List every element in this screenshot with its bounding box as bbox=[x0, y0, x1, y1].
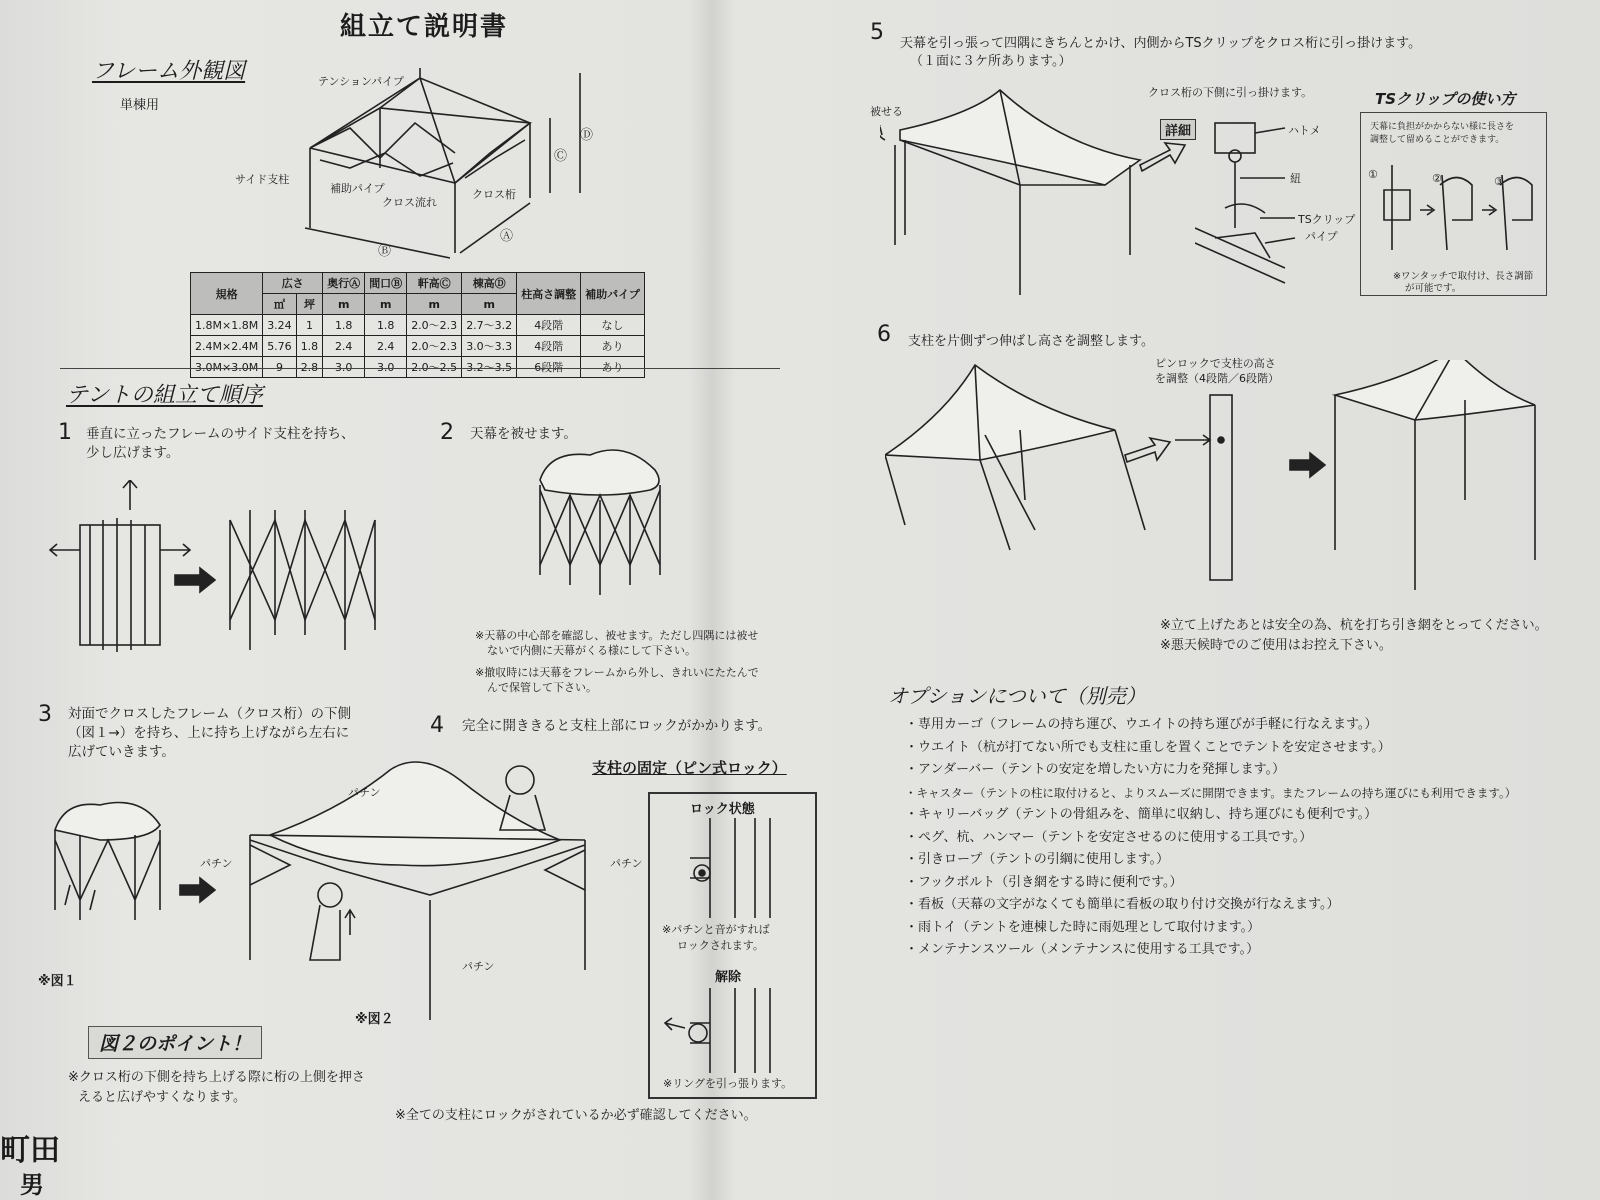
label-B: Ⓑ bbox=[378, 244, 392, 259]
th-sqm: ㎡ bbox=[263, 294, 297, 315]
list-item: ・ウエイト（杭が打てない所でも支柱に重しを置くことでテントを安定させます。） bbox=[905, 739, 1391, 755]
frame-heading: フレーム外観図 bbox=[92, 59, 246, 84]
lock-note1a: ※パチンと音がすれば bbox=[662, 923, 770, 936]
cell: あり bbox=[581, 336, 645, 357]
spec-header-row bbox=[191, 273, 645, 294]
step5-text-line1: 天幕を引っ張って四隅にきちんとかけ、内側からTSクリップをクロス桁に引っ掛けます。 bbox=[900, 36, 1422, 51]
step5-number: 5 bbox=[870, 20, 884, 45]
cell: 3.24 bbox=[263, 315, 297, 336]
list-item: ・看板（天幕の文字がなくても簡単に看板の取り付け交換が行なえます。） bbox=[905, 897, 1340, 912]
label-side-pillar: サイド支柱 bbox=[235, 173, 290, 186]
frame-diagram bbox=[225, 68, 605, 268]
cell: 2.0〜2.3 bbox=[407, 315, 462, 336]
detail-label: 詳細 bbox=[1160, 119, 1196, 140]
step2-note2a: ※撤収時には天幕をフレームから外し、きれいにたたんで bbox=[475, 666, 759, 679]
step3-text-line3: 広げていきます。 bbox=[68, 744, 175, 760]
cell: 2.0〜2.5 bbox=[407, 357, 462, 378]
step4-number: 4 bbox=[430, 713, 444, 738]
lock-state-label: ロック状態 bbox=[690, 802, 755, 817]
pinlock-line1: ピンロックで支柱の高さ bbox=[1155, 357, 1276, 370]
onetouch-line2: が可能です。 bbox=[1405, 283, 1462, 294]
step3-text-line2: （図１→）を持ち、上に持ち上げながら左右に bbox=[68, 725, 350, 741]
label-aux-pipe: 補助パイプ bbox=[330, 182, 385, 195]
th-area: 広さ bbox=[263, 273, 323, 294]
howto-text2: 調整して留めることができます。 bbox=[1370, 135, 1505, 145]
hatome-label: ハトメ bbox=[1288, 124, 1321, 137]
th-adjust: 柱高さ調整 bbox=[517, 273, 581, 315]
cell: 2.8 bbox=[296, 357, 323, 378]
under-label: クロス桁の下側に引っ掛けます。 bbox=[1148, 86, 1313, 99]
label-D: Ⓓ bbox=[580, 128, 594, 143]
cell: なし bbox=[581, 315, 645, 336]
label-A: Ⓐ bbox=[500, 229, 514, 244]
page-title: 組立て説明書 bbox=[340, 12, 509, 42]
howto-n3: ③ bbox=[1494, 175, 1504, 188]
howto-text1: 天幕に負担がかからない様に長さを bbox=[1370, 122, 1515, 132]
step5-tent-illustration bbox=[880, 85, 1200, 305]
step5-text-line2: （１面に３ケ所あります。） bbox=[910, 54, 1072, 69]
step2-number: 2 bbox=[440, 420, 454, 445]
lock-note1b: ロックされます。 bbox=[677, 939, 764, 952]
cell: 9 bbox=[263, 357, 297, 378]
fig1-label: ※図１ bbox=[38, 974, 77, 989]
cell: 1.8 bbox=[296, 336, 323, 357]
himo-label: 紐 bbox=[1290, 172, 1301, 185]
th-aux: 補助パイプ bbox=[581, 273, 645, 315]
list-item: ・フックボルト（引き網をする時に便利です。） bbox=[905, 874, 1183, 890]
step6-note2: ※悪天候時でのご使用はお控え下さい。 bbox=[1160, 638, 1392, 653]
list-item: ・キャスター（テントの柱に取付けると、よりスムーズに開閉できます。またフレームの持ち運びにも利用できます。） bbox=[905, 785, 1517, 800]
label-cross-flow: クロス流れ bbox=[382, 196, 437, 209]
cell: 1.8M×1.8M bbox=[191, 315, 263, 336]
options-list bbox=[905, 714, 1516, 962]
cell: 2.0〜2.3 bbox=[407, 336, 462, 357]
step6-number: 6 bbox=[877, 322, 891, 347]
howto-n2: ② bbox=[1432, 172, 1442, 185]
step4-text: 完全に開ききると支柱上部にロックがかかります。 bbox=[462, 718, 772, 734]
tsclip-label: TSクリップ bbox=[1298, 213, 1356, 226]
cell: 6段階 bbox=[517, 357, 581, 378]
label-C: Ⓒ bbox=[554, 149, 568, 164]
step3-4-illustration bbox=[40, 760, 620, 1050]
th-spec: 規格 bbox=[191, 273, 263, 315]
step2-note2b: んで保管して下さい。 bbox=[487, 681, 597, 694]
onetouch-line1: ※ワンタッチで取付け、長さ調節 bbox=[1393, 271, 1534, 282]
table-row bbox=[191, 336, 645, 357]
step1-text-line2: 少し広げます。 bbox=[86, 445, 180, 461]
list-item: ・引きロープ（テントの引綱に使用します。） bbox=[905, 852, 1170, 867]
th-width: 間口Ⓑ bbox=[365, 273, 407, 294]
table-row bbox=[191, 315, 645, 336]
list-item: ・キャリーバッグ（テントの骨組みを、簡単に収納し、持ち運びにも便利です。） bbox=[905, 807, 1378, 822]
pachin-label-3: パチン bbox=[610, 857, 643, 870]
step1-number: 1 bbox=[58, 420, 72, 445]
stamp-line2: 男 bbox=[20, 1170, 44, 1199]
step3-number: 3 bbox=[38, 702, 52, 727]
clip-detail-illustration bbox=[1195, 118, 1345, 293]
step3-text-line1: 対面でクロスしたフレーム（クロス桁）の下側 bbox=[68, 706, 351, 722]
bottom-note: ※全ての支柱にロックがされているか必ず確認してください。 bbox=[395, 1108, 757, 1123]
cell: 1.8 bbox=[323, 315, 365, 336]
list-item: ・雨トイ（テントを連棟した時に雨処理として取付けます。） bbox=[905, 919, 1261, 935]
pachin-label-2: パチン bbox=[200, 857, 233, 870]
assembly-heading: テントの組立て順序 bbox=[66, 383, 263, 408]
label-cross-beam: クロス桁 bbox=[472, 188, 516, 201]
cell: 3.0〜3.3 bbox=[462, 336, 517, 357]
th-eave: 軒高Ⓒ bbox=[407, 273, 462, 294]
table-row bbox=[191, 357, 645, 378]
cell: 2.4 bbox=[365, 336, 407, 357]
release-label: 解除 bbox=[715, 970, 742, 985]
cell: 2.4M×2.4M bbox=[191, 336, 263, 357]
list-item: ・専用カーゴ（フレームの持ち運び、ウエイトの持ち運びが手軽に行なえます。） bbox=[905, 717, 1378, 732]
stamp-line1: 町田 bbox=[0, 1133, 60, 1168]
point-heading: 図２のポイント！ bbox=[88, 1026, 262, 1059]
cell: 3.2〜3.5 bbox=[462, 357, 517, 378]
cell: 3.0 bbox=[365, 357, 407, 378]
cell: 2.4 bbox=[323, 336, 365, 357]
cell: 4段階 bbox=[517, 315, 581, 336]
th-ridge: 棟高Ⓓ bbox=[462, 273, 517, 294]
cell: 5.76 bbox=[263, 336, 297, 357]
point-text-line1: ※クロス桁の下側を持ち上げる際に桁の上側を押さ bbox=[68, 1070, 365, 1085]
step2-note1a: ※天幕の中心部を確認し、被せます。ただし四隅には被せ bbox=[475, 629, 759, 642]
cell: 2.7〜3.2 bbox=[462, 315, 517, 336]
pachin-label-1: パチン bbox=[348, 786, 381, 799]
cover-label: 被せる bbox=[870, 105, 903, 118]
howto-heading: TSクリップの使い方 bbox=[1375, 90, 1516, 108]
step6-text: 支柱を片側ずつ伸ばし高さを調整します。 bbox=[908, 334, 1154, 349]
pipe-label: パイプ bbox=[1305, 230, 1338, 243]
step6-illustration bbox=[885, 360, 1565, 600]
cell: 1 bbox=[296, 315, 323, 336]
list-item: ・メンテナンスツール（メンテナンスに使用する工具です。） bbox=[905, 942, 1260, 957]
step6-note1: ※立て上げたあとは安全の為、杭を打ち引き網をとってください。 bbox=[1160, 618, 1548, 633]
th-depth: 奥行Ⓐ bbox=[323, 273, 365, 294]
release-illustration bbox=[660, 988, 800, 1073]
pinlock-line2: を調整（4段階／6段階） bbox=[1155, 372, 1279, 385]
step2-illustration bbox=[530, 445, 680, 605]
pachin-label-4: パチン bbox=[462, 960, 495, 973]
cell: 3.0 bbox=[323, 357, 365, 378]
th-tsubo: 坪 bbox=[296, 294, 323, 315]
step1-text-line1: 垂直に立ったフレームのサイド支柱を持ち、 bbox=[86, 426, 355, 442]
step1-illustration bbox=[45, 480, 405, 670]
spec-table bbox=[190, 272, 645, 378]
options-heading: オプションについて（別売） bbox=[888, 684, 1146, 708]
cell: 1.8 bbox=[365, 315, 407, 336]
point-text-line2: えると広げやすくなります。 bbox=[78, 1090, 246, 1105]
lock-state-illustration bbox=[690, 818, 790, 918]
howto-n1: ① bbox=[1368, 168, 1378, 181]
cell: 4段階 bbox=[517, 336, 581, 357]
th-m1: m bbox=[323, 294, 365, 315]
lock-heading: 支柱の固定（ピン式ロック） bbox=[592, 759, 787, 777]
step2-note1b: ないで内側に天幕がくる様にして下さい。 bbox=[487, 644, 696, 657]
label-tension-pipe: テンションパイプ bbox=[318, 75, 404, 88]
list-item: ・ペグ、杭、ハンマー（テントを安定させるのに使用する工具です。） bbox=[905, 829, 1313, 845]
step2-text: 天幕を被せます。 bbox=[470, 426, 577, 442]
frame-subheading: 単棟用 bbox=[120, 98, 160, 113]
fig2-label: ※図２ bbox=[355, 1012, 394, 1027]
cell: あり bbox=[581, 357, 645, 378]
th-m3: m bbox=[407, 294, 462, 315]
th-m4: m bbox=[462, 294, 517, 315]
howto-illustration bbox=[1372, 150, 1542, 260]
list-item: ・アンダーバー（テントの安定を増したい方に力を発揮します。） bbox=[905, 762, 1286, 777]
section-divider bbox=[60, 368, 780, 369]
release-note: ※リングを引っ張ります。 bbox=[663, 1077, 793, 1090]
th-m2: m bbox=[365, 294, 407, 315]
cell: 3.0M×3.0M bbox=[191, 357, 263, 378]
